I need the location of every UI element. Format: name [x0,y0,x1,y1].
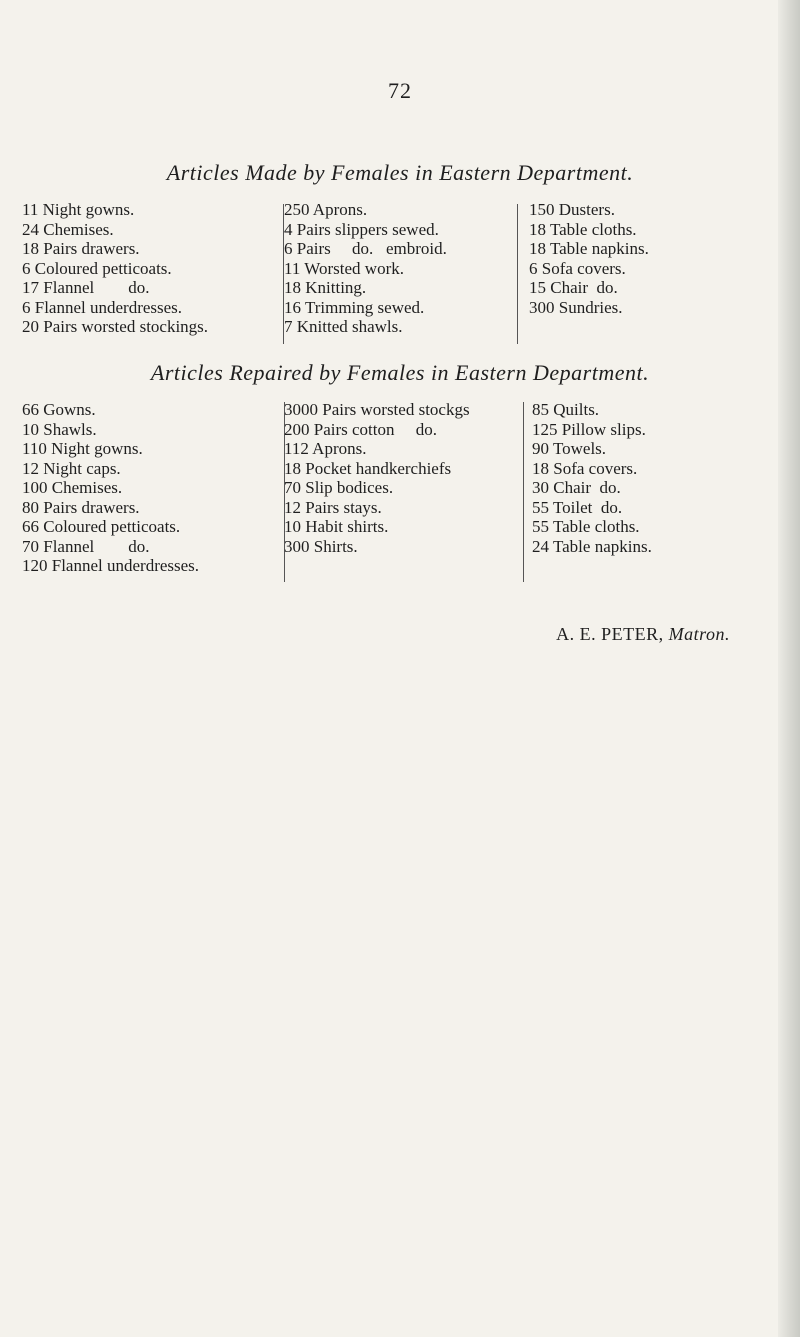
list-item: 18 Knitting. [284,278,367,297]
list-item: 66 Coloured petticoats. [22,517,181,536]
list-item: 250 Aprons. [284,200,368,219]
list-item: 6 Flannel underdresses. [22,297,183,317]
list-item: 55 Toilet do. [532,497,623,517]
list-item: 6 Pairs do. embroid. [284,239,447,258]
list-item: 18 Pocket handkerchiefs [284,458,452,478]
list-item: 150 Dusters. [529,200,615,219]
repaired-column-1 [22,400,199,576]
list-item: 70 Slip bodices. [284,478,394,497]
list-item: 200 Pairs cotton do. [284,419,437,439]
signature-name: A. E. PETER, [556,624,664,644]
list-item: 110 Night gowns. [22,439,143,458]
list-item: 100 Chemises. [22,478,123,497]
list-item: 90 Towels. [532,439,607,458]
list-item: 18 Table cloths. [529,219,637,239]
list-item: 85 Quilts. [532,400,600,419]
list-item: 112 Aprons. [284,439,367,458]
list-item: 55 Table cloths. [532,517,640,536]
section-made-title: Articles Made by Females in Eastern Department. [166,160,634,185]
list-item: 11 Worsted work. [284,258,404,278]
list-item: 10 Habit shirts. [284,517,389,536]
list-item: 16 Trimming sewed. [284,297,425,317]
column-divider [523,402,524,582]
list-item: 24 Chemises. [22,219,114,239]
list-item: 11 Night gowns. [22,200,135,219]
list-item: 125 Pillow slips. [532,419,646,439]
page-number: 72 [388,78,412,103]
list-item: 300 Sundries. [529,297,623,317]
list-item: 20 Pairs worsted stockings. [22,317,209,336]
page-edge-shadow [778,0,800,1337]
made-column-2 [284,200,447,337]
section-repaired-title: Articles Repaired by Females in Eastern Department. [150,360,650,385]
repaired-column-3 [532,400,652,556]
list-item: 70 Flannel do. [22,536,150,556]
list-item: 18 Table napkins. [529,239,649,258]
made-column-3 [529,200,649,317]
list-item: 4 Pairs slippers sewed. [284,219,439,239]
repaired-column-2 [284,400,470,556]
signature-title: Matron. [668,624,730,644]
column-divider [517,204,518,344]
list-item: 300 Shirts. [284,536,358,556]
list-item: 80 Pairs drawers. [22,497,140,517]
list-item: 12 Pairs stays. [284,497,382,517]
list-item: 6 Sofa covers. [529,258,626,278]
list-item: 18 Sofa covers. [532,458,638,478]
list-item: 17 Flannel do. [22,278,150,297]
list-item: 10 Shawls. [22,419,97,439]
list-item: 12 Night caps. [22,458,121,478]
list-item: 7 Knitted shawls. [284,317,403,336]
list-item: 30 Chair do. [532,478,621,497]
list-item: 18 Pairs drawers. [22,239,140,258]
list-item: 15 Chair do. [529,278,618,297]
list-item: 120 Flannel underdresses. [22,556,200,575]
list-item: 6 Coloured petticoats. [22,258,172,278]
list-item: 24 Table napkins. [532,536,652,556]
signature [556,624,730,645]
list-item: 3000 Pairs worsted stockgs [284,400,470,419]
list-item: 66 Gowns. [22,400,96,419]
made-column-1 [22,200,208,337]
